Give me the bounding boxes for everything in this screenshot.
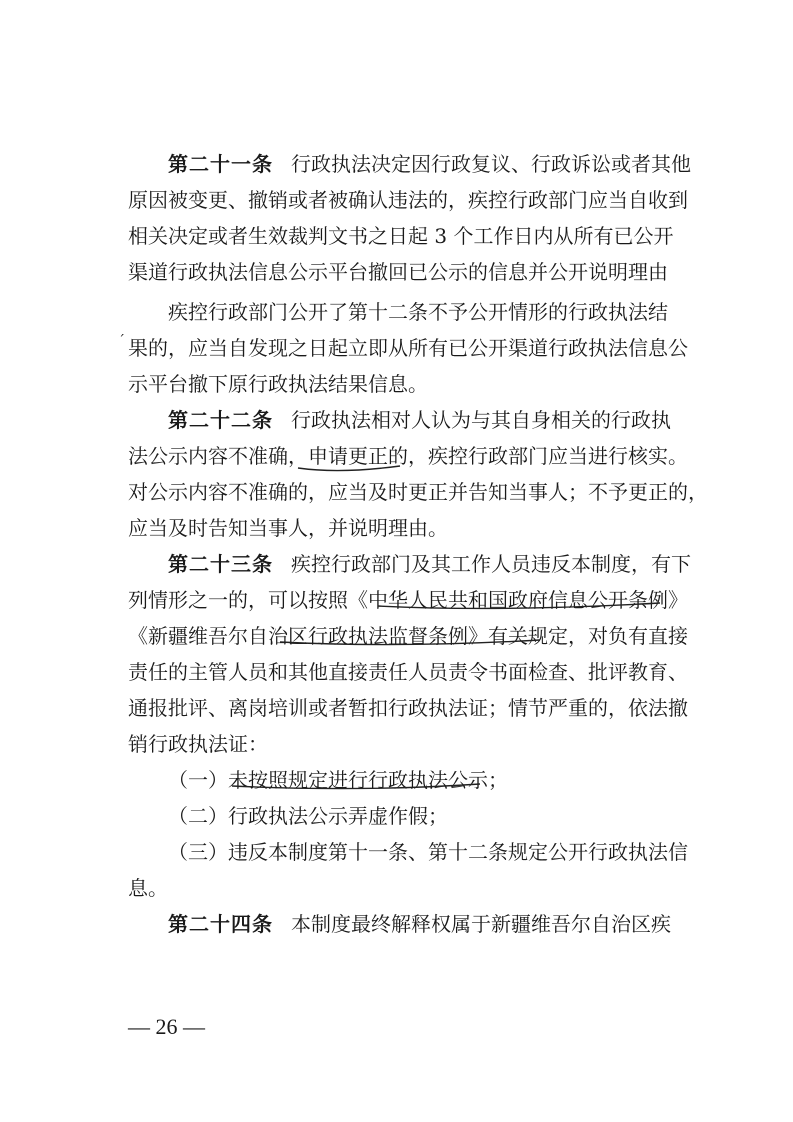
line-10: 对公示内容不准确的，应当及时更正并告知当事人；不予更正的， [128, 480, 708, 504]
line-12: 第二十三条 疾控行政部门及其工作人员违反本制度，有下 [168, 552, 691, 576]
line-7: 示平台撤下原行政执法结果信息。 [128, 372, 428, 396]
line-18: （一）未按照规定进行行政执法公示； [168, 768, 508, 792]
line-13: 列情形之一的，可以按照《中华人民共和国政府信息公开条例》 [128, 588, 688, 612]
article-label: 第二十一条 [168, 152, 273, 176]
article-label: 第二十三条 [168, 552, 273, 576]
line-21: 息。 [128, 876, 168, 900]
line-16: 通报批评、离岗培训或者暂扣行政执法证；情节严重的，依法撤 [128, 696, 688, 720]
line-20: （三）违反本制度第十一条、第十二条规定公开行政执法信 [168, 840, 688, 864]
line-4: 渠道行政执法信息公示平台撤回已公示的信息并公开说明理由 [128, 260, 668, 284]
line-8: 第二十二条 行政执法相对人认为与其自身相关的行政执 [168, 408, 671, 432]
line-14: 《新疆维吾尔自治区行政执法监督条例》有关规定，对负有直接 [128, 624, 688, 648]
line-22: 第二十四条 本制度最终解释权属于新疆维吾尔自治区疾 [168, 912, 671, 936]
line-2: 原因被变更、撤销或者被确认违法的，疾控行政部门应当自收到 [128, 188, 688, 212]
line-19: （二）行政执法公示弄虚作假； [168, 804, 448, 828]
line-17: 销行政执法证： [128, 732, 268, 756]
line-11: 应当及时告知当事人，并说明理由。 [128, 516, 448, 540]
line-6: 果的，应当自发现之日起立即从所有已公开渠道行政执法信息公 [128, 336, 688, 360]
pen-tick-mark: ´ [118, 333, 125, 349]
line-9: 法公示内容不准确，申请更正的，疾控行政部门应当进行核实。 [128, 444, 688, 468]
article-label: 第二十四条 [168, 912, 273, 936]
line-15: 责任的主管人员和其他直接责任人员责令书面检查、批评教育、 [128, 660, 688, 684]
line-5: 疾控行政部门公开了第十二条不予公开情形的行政执法结 [168, 300, 668, 324]
line-1: 第二十一条 行政执法决定因行政复议、行政诉讼或者其他 [168, 152, 691, 176]
article-label: 第二十二条 [168, 408, 273, 432]
page-number: — 26 — [128, 1014, 205, 1039]
line-3: 相关决定或者生效裁判文书之日起 3 个工作日内从所有已公开 [128, 224, 674, 248]
